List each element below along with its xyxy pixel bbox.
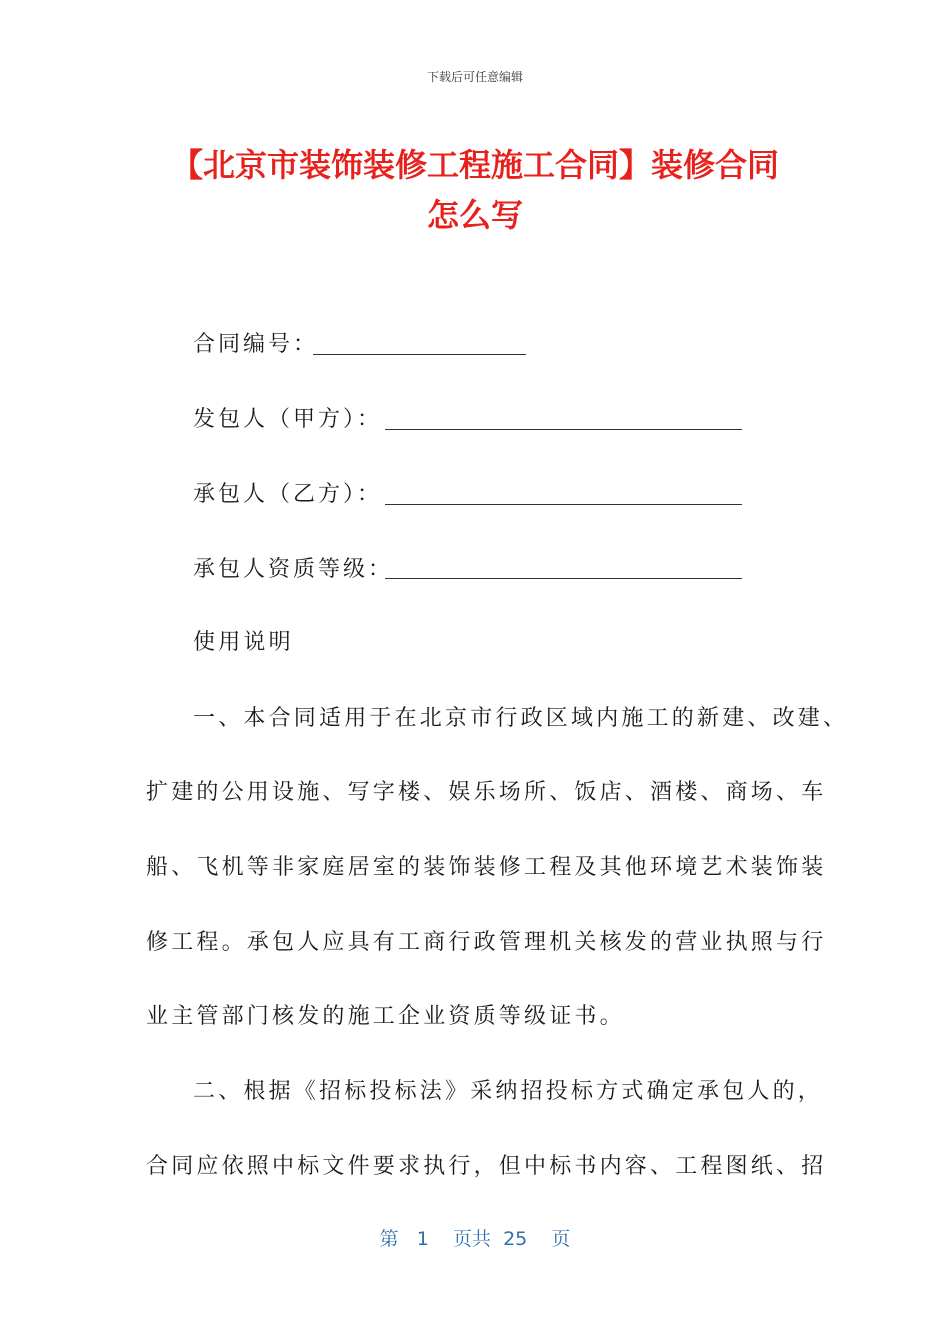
paragraph-2-line: 二、根据《招标投标法》采纳招投标方式确定承包人的， — [193, 1079, 824, 1104]
paragraph-1-line: 业主管部门核发的施工企业资质等级证书。 — [146, 1004, 625, 1029]
party-b-label: 承包人（乙方）： — [193, 482, 383, 507]
party-b-blank — [385, 504, 742, 505]
paragraph-1-line: 扩建的公用设施、写字楼、娱乐场所、饭店、酒楼、商场、车 — [146, 780, 827, 805]
qualification-blank — [385, 578, 742, 579]
party-a-label: 发包人（甲方）： — [193, 407, 383, 432]
footer-suffix: 页 — [551, 1228, 571, 1250]
title-line-2: 怎么写 — [426, 196, 523, 234]
footer-middle: 页共 — [452, 1228, 491, 1250]
page-footer — [0, 1224, 950, 1251]
paragraph-1-line: 一、本合同适用于在北京市行政区域内施工的新建、改建、 — [193, 706, 849, 731]
qualification-label: 承包人资质等级： — [193, 557, 394, 582]
contract-number-blank — [313, 354, 526, 355]
contract-number-label: 合同编号： — [193, 332, 319, 357]
document-title — [120, 140, 830, 240]
footer-prefix: 第 — [379, 1228, 399, 1250]
footer-page-number: 1 — [416, 1228, 429, 1250]
header-note: 下载后可任意编辑 — [426, 70, 523, 84]
paragraph-1-line: 船、飞机等非家庭居室的装饰装修工程及其他环境艺术装饰装 — [146, 855, 827, 880]
title-line-1: 【北京市装饰装修工程施工合同】装修合同 — [170, 146, 779, 184]
paragraph-2-line: 合同应依照中标文件要求执行，但中标书内容、工程图纸、招 — [146, 1154, 827, 1179]
paragraph-1-line: 修工程。承包人应具有工商行政管理机关核发的营业执照与行 — [146, 930, 827, 955]
party-a-blank — [385, 429, 742, 430]
footer-total-pages: 25 — [503, 1228, 528, 1250]
section-heading: 使用说明 — [193, 630, 294, 655]
